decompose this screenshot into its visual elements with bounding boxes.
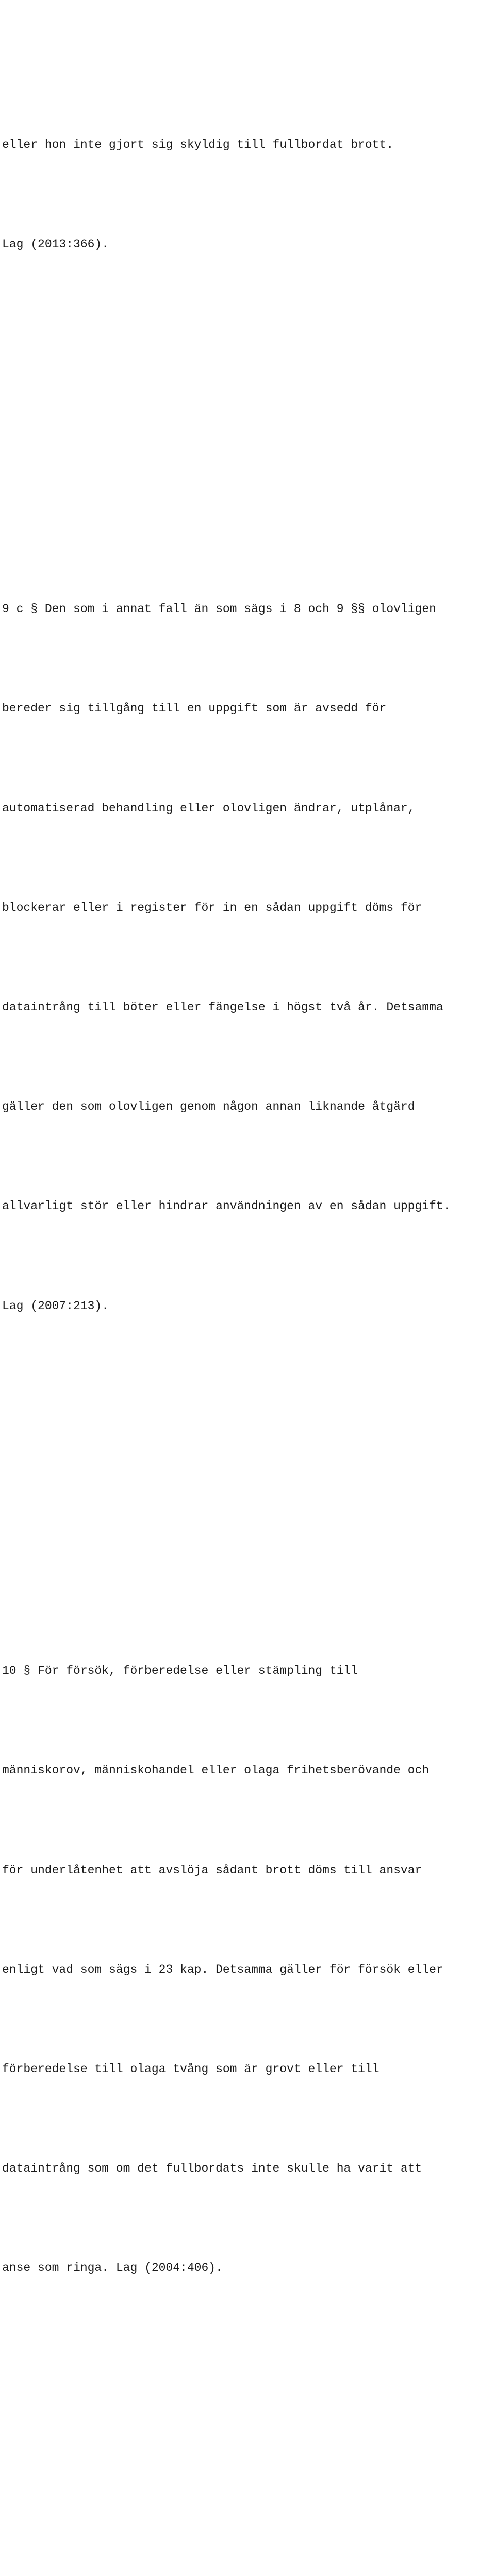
text-line: enligt vad som sägs i 23 kap. Detsamma gäller för försök eller <box>2 1962 443 1976</box>
paragraph-gap <box>2 394 492 427</box>
text-line: dataintrång som om det fullbordats inte skulle ha varit att <box>2 2162 422 2176</box>
text-line: gäller den som olovligen genom någon annan liknande åtgärd <box>2 1100 415 1114</box>
legal-document <box>2 0 492 2576</box>
text-line: för underlåtenhet att avslöja sådant brott döms till ansvar <box>2 1863 422 1877</box>
text-line: människorov, människohandel eller olaga frihetsberövande och <box>2 1764 430 1777</box>
paragraph-gap <box>2 2417 492 2450</box>
text-line: allvarligt stör eller hindrar användningen av en sådan uppgift. <box>2 1199 451 1213</box>
text-line: Lag (2007:213). <box>2 1299 109 1313</box>
text-line: automatiserad behandling eller olovligen ändrar, utplånar, <box>2 801 415 815</box>
section-10 <box>2 1588 492 2351</box>
text-line: 9 c § Den som i annat fall än som sägs i 8 och 9 §§ olovligen <box>2 602 436 616</box>
text-line: bereder sig tillgång till en uppgift som är avsedd för <box>2 702 387 716</box>
text-line: förberedelse till olaga tvång som är grovt eller till <box>2 2062 380 2076</box>
section-11 <box>2 2550 492 2576</box>
text-line: anse som ringa. Lag (2004:406). <box>2 2261 223 2275</box>
paragraph-gap <box>2 1455 492 1488</box>
text-line: blockerar eller i register för in en sådan uppgift döms för <box>2 901 422 914</box>
section-9c <box>2 526 492 1388</box>
text-line: Lag (2013:366). <box>2 237 109 251</box>
text-line: eller hon inte gjort sig skyldig till fullbordat brott. <box>2 138 394 151</box>
text-fragment <box>2 62 492 327</box>
text-line: 10 § För försök, förberedelse eller stämpling till <box>2 1664 358 1678</box>
text-line: dataintrång till böter eller fängelse i högst två år. Detsamma <box>2 1001 443 1014</box>
